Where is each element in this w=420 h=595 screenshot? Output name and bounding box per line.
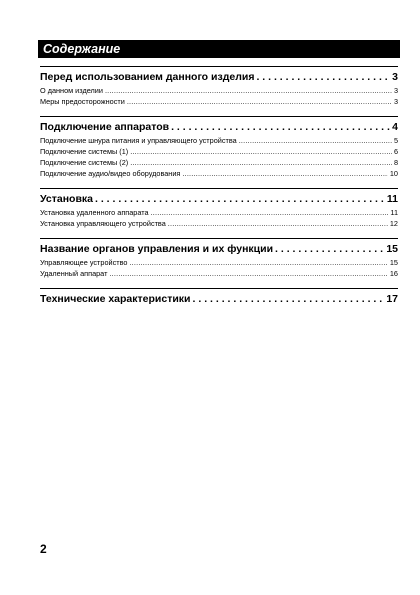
table-of-contents bbox=[40, 66, 398, 307]
dot-leader bbox=[130, 146, 392, 157]
toc-heading-title: Название органов управления и их функции bbox=[40, 243, 274, 255]
toc-entry-page: 5 bbox=[393, 136, 398, 145]
toc-entry-page: 10 bbox=[389, 169, 398, 178]
toc-entry[interactable] bbox=[40, 257, 398, 268]
page-number: 2 bbox=[40, 542, 47, 556]
toc-heading[interactable] bbox=[40, 292, 398, 307]
toc-entry-page: 15 bbox=[389, 258, 398, 267]
toc-heading[interactable] bbox=[40, 70, 398, 85]
toc-entry-title: О данном изделии bbox=[40, 86, 103, 95]
toc-heading-page: 3 bbox=[392, 71, 398, 83]
toc-entry[interactable] bbox=[40, 218, 398, 229]
contents-header bbox=[38, 40, 400, 58]
dot-leader bbox=[105, 85, 392, 96]
dot-leader bbox=[171, 120, 390, 135]
toc-entry-title: Управляющее устройство bbox=[40, 258, 128, 267]
dot-leader bbox=[275, 242, 384, 257]
toc-heading[interactable] bbox=[40, 120, 398, 135]
toc-section bbox=[40, 188, 398, 229]
toc-heading-page: 17 bbox=[386, 293, 398, 305]
toc-entry-title: Установка управляющего устройства bbox=[40, 219, 166, 228]
toc-entry-page: 3 bbox=[393, 97, 398, 106]
toc-entry[interactable] bbox=[40, 85, 398, 96]
toc-section bbox=[40, 238, 398, 279]
contents-title: Содержание bbox=[43, 42, 121, 56]
toc-entry-page: 6 bbox=[393, 147, 398, 156]
toc-entry-page: 11 bbox=[390, 208, 398, 217]
toc-entry[interactable] bbox=[40, 146, 398, 157]
dot-leader bbox=[239, 135, 392, 146]
dot-leader bbox=[129, 257, 387, 268]
dot-leader bbox=[168, 218, 388, 229]
toc-entry-page: 8 bbox=[393, 158, 398, 167]
toc-entry-title: Меры предосторожности bbox=[40, 97, 125, 106]
toc-entry-title: Установка удаленного аппарата bbox=[40, 208, 149, 217]
toc-entry-title: Удаленный аппарат bbox=[40, 269, 108, 278]
toc-entry-title: Подключение системы (1) bbox=[40, 147, 129, 156]
toc-section bbox=[40, 116, 398, 179]
toc-heading-page: 4 bbox=[392, 121, 398, 133]
toc-entry[interactable] bbox=[40, 168, 398, 179]
dot-leader bbox=[256, 70, 390, 85]
toc-heading-title: Перед использованием данного изделия bbox=[40, 71, 255, 83]
toc-entry-page: 16 bbox=[389, 269, 398, 278]
toc-entry-page: 12 bbox=[389, 219, 398, 228]
toc-entry[interactable] bbox=[40, 268, 398, 279]
toc-entry-title: Подключение системы (2) bbox=[40, 158, 129, 167]
toc-entry[interactable] bbox=[40, 207, 398, 218]
toc-entry[interactable] bbox=[40, 96, 398, 107]
toc-section bbox=[40, 288, 398, 307]
toc-entry[interactable] bbox=[40, 157, 398, 168]
toc-heading[interactable] bbox=[40, 192, 398, 207]
dot-leader bbox=[193, 292, 385, 307]
toc-heading[interactable] bbox=[40, 242, 398, 257]
toc-entry-title: Подключение аудио/видео оборудования bbox=[40, 169, 181, 178]
toc-section bbox=[40, 66, 398, 107]
toc-entry-title: Подключение шнура питания и управляющего устройства bbox=[40, 136, 237, 145]
dot-leader bbox=[130, 157, 392, 168]
dot-leader bbox=[151, 207, 389, 218]
toc-heading-page: 11 bbox=[386, 193, 398, 205]
toc-heading-page: 15 bbox=[386, 243, 398, 255]
dot-leader bbox=[182, 168, 388, 179]
dot-leader bbox=[95, 192, 385, 207]
toc-heading-title: Установка bbox=[40, 193, 93, 205]
toc-entry[interactable] bbox=[40, 135, 398, 146]
dot-leader bbox=[127, 96, 392, 107]
toc-heading-title: Подключение аппаратов bbox=[40, 121, 170, 133]
dot-leader bbox=[109, 268, 387, 279]
toc-entry-page: 3 bbox=[393, 86, 398, 95]
toc-heading-title: Технические характеристики bbox=[40, 293, 191, 305]
